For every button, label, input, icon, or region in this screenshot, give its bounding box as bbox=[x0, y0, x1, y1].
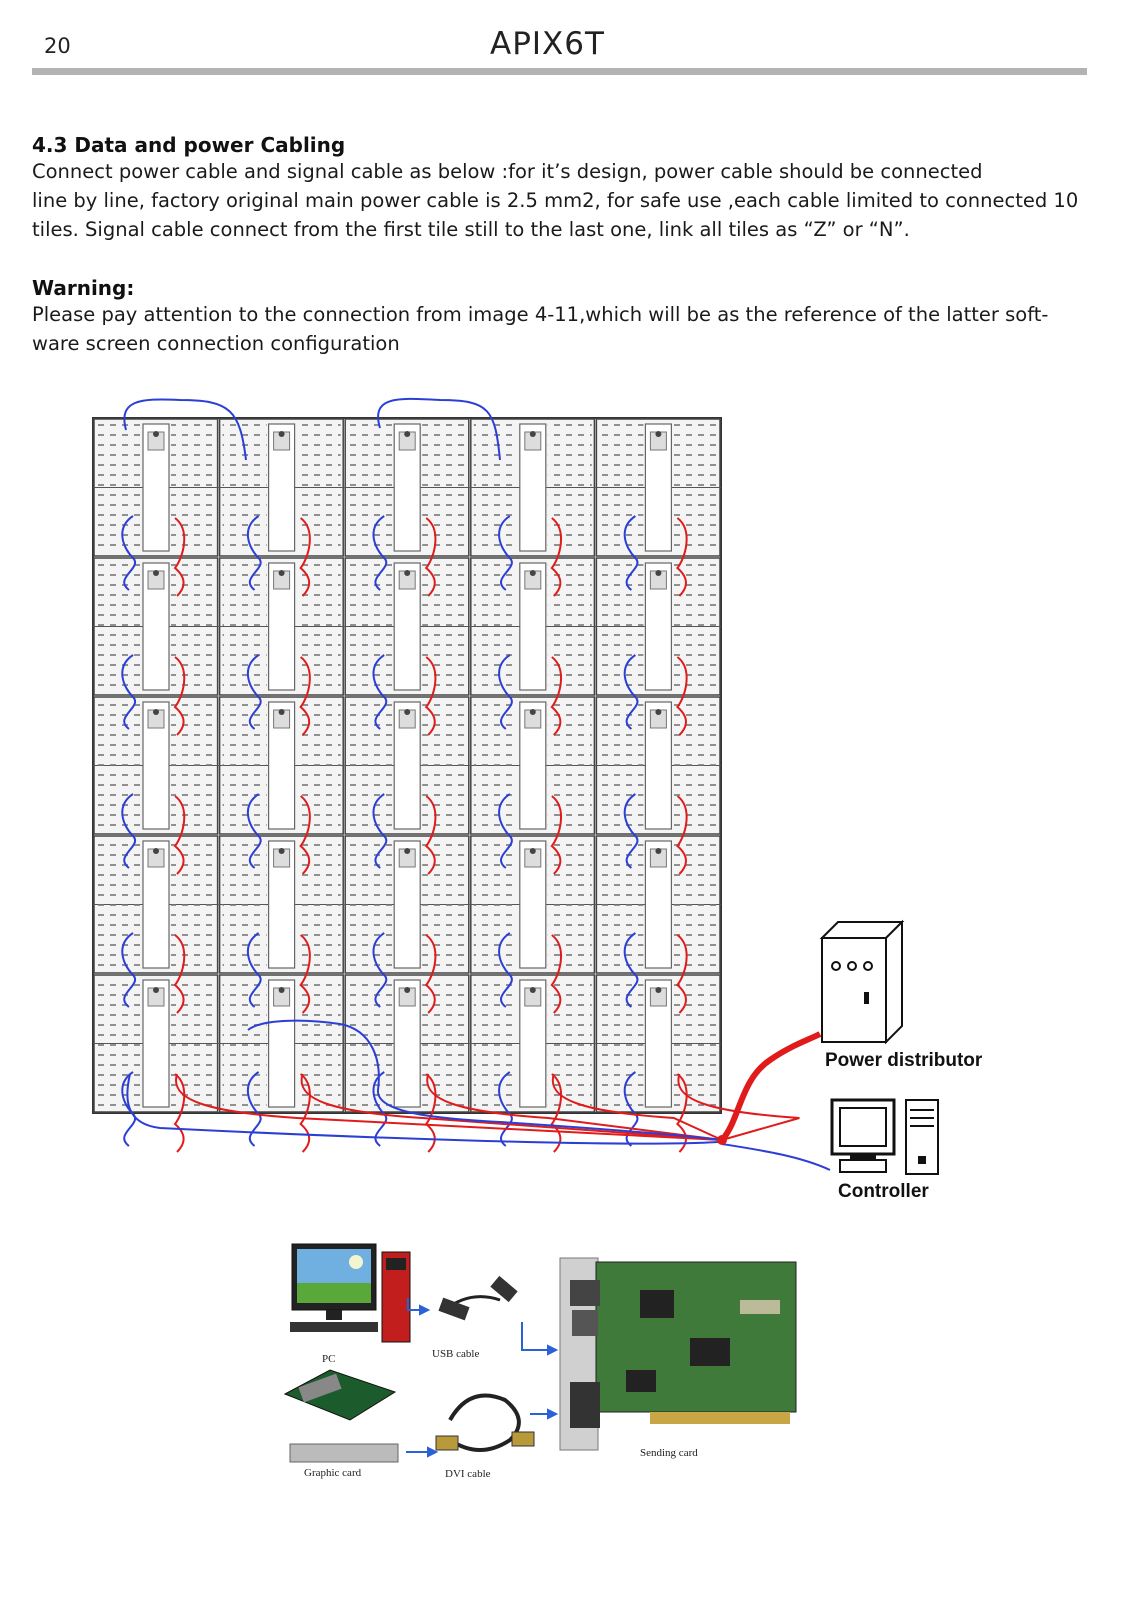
section-body-line-1: Connect power cable and signal cable as below :for it’s design, power cable should be connected bbox=[32, 160, 983, 183]
module-dots-left bbox=[348, 563, 392, 690]
receiver-led bbox=[530, 709, 536, 715]
module-dots-left bbox=[474, 980, 518, 1107]
module-dots-left bbox=[223, 563, 267, 690]
led-cabinet bbox=[470, 836, 596, 973]
module-dots-right bbox=[297, 563, 341, 690]
module-dots-right bbox=[673, 841, 717, 968]
module-dots-left bbox=[97, 980, 141, 1107]
receiver-led bbox=[655, 570, 661, 576]
module-dots-left bbox=[223, 841, 267, 968]
receiver-led bbox=[404, 431, 410, 437]
module-dots-left bbox=[97, 424, 141, 551]
led-cabinet bbox=[470, 697, 596, 834]
led-cabinet bbox=[344, 558, 470, 695]
led-panel-wall bbox=[93, 418, 721, 1113]
led-cabinet bbox=[595, 558, 721, 695]
cable-junction bbox=[717, 1135, 727, 1145]
led-cabinet bbox=[595, 697, 721, 834]
pc-label: PC bbox=[322, 1353, 336, 1365]
module-dots-left bbox=[599, 841, 643, 968]
section-body-line-2: line by line, factory original main power cable is 2.5 mm2, for safe use ,each cable limited to connected 10 bbox=[32, 189, 1079, 212]
receiver-led bbox=[530, 848, 536, 854]
led-cabinet bbox=[219, 975, 345, 1112]
brand-logo-text: APIX6T bbox=[490, 26, 605, 62]
module-dots-right bbox=[422, 424, 466, 551]
receiver-led bbox=[655, 987, 661, 993]
module-dots-left bbox=[348, 424, 392, 551]
hardware-photo bbox=[285, 1244, 796, 1480]
module-dots-left bbox=[97, 702, 141, 829]
receiver-led bbox=[404, 848, 410, 854]
led-cabinet bbox=[470, 419, 596, 556]
warning-body-line-2: ware screen connection configuration bbox=[32, 332, 400, 355]
module-dots-right bbox=[171, 702, 215, 829]
module-dots-left bbox=[474, 424, 518, 551]
power-distributor-label: Power distributor bbox=[825, 1050, 983, 1071]
module-dots-right bbox=[422, 563, 466, 690]
receiver-led bbox=[153, 431, 159, 437]
module-dots-right bbox=[171, 563, 215, 690]
receiver-led bbox=[153, 570, 159, 576]
led-cabinet bbox=[344, 836, 470, 973]
dvi-cable-label: DVI cable bbox=[445, 1468, 491, 1480]
power-distributor-icon bbox=[822, 922, 902, 1042]
signal-cable-to-controller bbox=[722, 1144, 830, 1170]
led-cabinet bbox=[93, 419, 219, 556]
section-title: 4.3 Data and power Cabling bbox=[32, 133, 346, 157]
led-cabinet bbox=[219, 697, 345, 834]
module-dots-left bbox=[348, 702, 392, 829]
usb-cable-label: USB cable bbox=[432, 1348, 480, 1360]
receiver-led bbox=[404, 709, 410, 715]
led-cabinet bbox=[93, 697, 219, 834]
receiver-led bbox=[404, 987, 410, 993]
led-cabinet bbox=[344, 975, 470, 1112]
module-dots-left bbox=[223, 980, 267, 1107]
module-dots-left bbox=[599, 980, 643, 1107]
warning-body-line-1: Please pay attention to the connection from image 4-11,which will be as the reference of the latter soft- bbox=[32, 303, 1049, 326]
receiver-led bbox=[655, 709, 661, 715]
module-dots-right bbox=[297, 424, 341, 551]
module-dots-right bbox=[673, 563, 717, 690]
module-dots-right bbox=[673, 424, 717, 551]
receiver-led bbox=[153, 848, 159, 854]
usb-cable-icon bbox=[438, 1276, 517, 1320]
warning-title: Warning: bbox=[32, 276, 135, 300]
module-dots-left bbox=[97, 563, 141, 690]
module-dots-right bbox=[548, 702, 592, 829]
module-dots-left bbox=[474, 702, 518, 829]
receiver-led bbox=[655, 431, 661, 437]
receiver-led bbox=[279, 570, 285, 576]
controller-icon bbox=[832, 1100, 938, 1174]
module-dots-right bbox=[548, 563, 592, 690]
led-cabinet bbox=[470, 975, 596, 1112]
module-dots-left bbox=[348, 841, 392, 968]
section-body-line-3: tiles. Signal cable connect from the first tile still to the last one, link all tiles as “Z” or “N”. bbox=[32, 218, 910, 241]
led-cabinet bbox=[344, 697, 470, 834]
module-dots-left bbox=[97, 841, 141, 968]
module-dots-right bbox=[297, 841, 341, 968]
module-dots-left bbox=[223, 424, 267, 551]
module-dots-right bbox=[548, 424, 592, 551]
module-dots-right bbox=[171, 424, 215, 551]
module-dots-left bbox=[599, 424, 643, 551]
led-cabinet bbox=[93, 558, 219, 695]
receiver-led bbox=[530, 431, 536, 437]
led-cabinet bbox=[595, 975, 721, 1112]
module-dots-right bbox=[422, 702, 466, 829]
graphic-card-label: Graphic card bbox=[304, 1467, 362, 1479]
led-cabinet bbox=[93, 836, 219, 973]
led-cabinet bbox=[595, 836, 721, 973]
module-dots-right bbox=[673, 702, 717, 829]
receiver-led bbox=[153, 987, 159, 993]
graphic-card-icon bbox=[285, 1370, 395, 1420]
receiver-led bbox=[279, 987, 285, 993]
led-cabinet bbox=[219, 558, 345, 695]
led-cabinet bbox=[470, 558, 596, 695]
module-dots-left bbox=[599, 702, 643, 829]
receiver-led bbox=[153, 709, 159, 715]
led-cabinet bbox=[219, 419, 345, 556]
receiver-led bbox=[279, 431, 285, 437]
module-dots-left bbox=[474, 841, 518, 968]
led-cabinet bbox=[219, 836, 345, 973]
led-cabinet bbox=[595, 419, 721, 556]
page-number: 20 bbox=[44, 34, 71, 58]
graphic-card-bracket bbox=[290, 1444, 398, 1462]
module-dots-left bbox=[474, 563, 518, 690]
sending-card-icon bbox=[560, 1258, 796, 1450]
module-dots-right bbox=[171, 841, 215, 968]
receiver-led bbox=[279, 709, 285, 715]
led-cabinet bbox=[93, 975, 219, 1112]
module-dots-right bbox=[548, 841, 592, 968]
led-cabinet bbox=[344, 419, 470, 556]
receiver-led bbox=[279, 848, 285, 854]
main-power-cable bbox=[722, 1034, 820, 1140]
module-dots-left bbox=[599, 563, 643, 690]
module-dots-right bbox=[422, 841, 466, 968]
dvi-cable-icon bbox=[436, 1396, 534, 1451]
controller-label: Controller bbox=[838, 1181, 929, 1202]
sending-card-label: Sending card bbox=[640, 1447, 698, 1459]
module-dots-left bbox=[223, 702, 267, 829]
receiver-led bbox=[530, 570, 536, 576]
module-dots-right bbox=[297, 702, 341, 829]
receiver-led bbox=[404, 570, 410, 576]
receiver-led bbox=[530, 987, 536, 993]
receiver-led bbox=[655, 848, 661, 854]
